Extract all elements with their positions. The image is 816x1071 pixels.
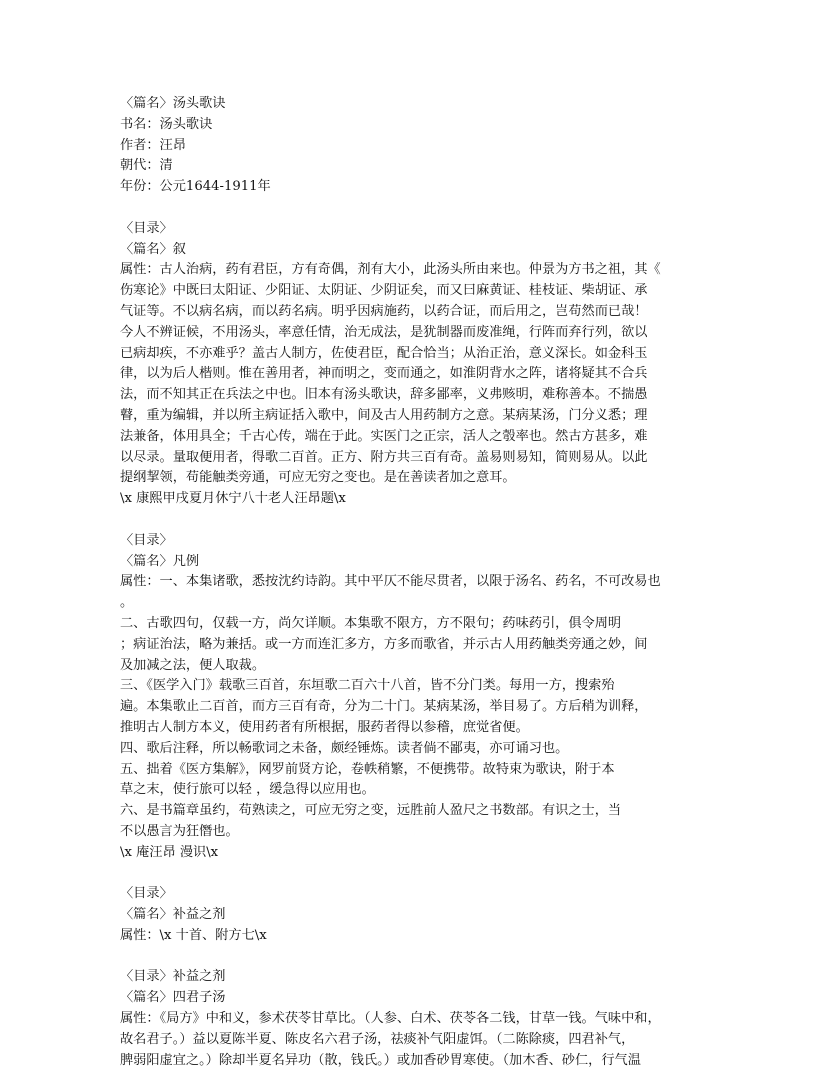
text-line: 〈篇名〉四君子汤	[120, 990, 226, 1006]
text-line: 及加减之法，便人取裁。	[120, 657, 266, 673]
text-line: 律，以为后人楷则。惟在善用者，神而明之，变而通之，如淮阴背水之阵，诸将疑其不合兵	[120, 366, 648, 382]
text-line: 伤寒论》中既曰太阳证、少阳证、太阴证、少阴证矣，而又曰麻黄证、桂枝证、柴胡证、承	[120, 283, 648, 299]
text-line: 故名君子。）益以夏陈半夏、陈皮名六君子汤，祛痰补气阳虚饵。（二陈除痰，四君补气，	[120, 1031, 635, 1047]
blank-line	[120, 863, 700, 884]
blank-line	[120, 198, 700, 219]
text-line: 已病却疾，不亦难乎？盖古人制方，佐使君臣，配合恰当；从治正治，意义深长。如金科玉	[120, 345, 648, 361]
text-line: 属性：\x 十首、附方七\x	[120, 927, 267, 943]
text-line: 四、歌后注释，所以畅歌词之未备，颇经锤炼。读者倘不鄙夷，亦可诵习也。	[120, 740, 569, 756]
text-line: 朝代：清	[120, 158, 173, 174]
text-line: 瞽，重为编辑，并以所主病证括入歌中，间及古人用药制方之意。某病某汤，门分义悉；理	[120, 407, 648, 423]
text-line: 法，而不知其正在兵法之中也。旧本有汤头歌诀，辞多鄙率，义弗赅明，难称善本。不揣愚	[120, 387, 648, 403]
text-line: 三、《医学入门》载歌三百首，东垣歌二百六十八首，皆不分门类。每用一方，搜索殆	[120, 678, 615, 694]
text-line: 〈篇名〉叙	[120, 241, 186, 257]
text-line: 作者：汪昂	[120, 137, 186, 153]
text-line: 遍。本集歌止二百首，而方三百有奇，分为二十门。某病某汤，举目易了。方后稍为训释，	[120, 699, 648, 715]
text-line: 属性：古人治病，药有君臣，方有奇偶，剂有大小，此汤头所由来也。仲景为方书之祖，其《	[120, 262, 661, 278]
text-line: \x 庵汪昂 漫识\x	[120, 844, 219, 860]
text-line: 书名：汤头歌诀	[120, 116, 213, 132]
text-line: 年份：公元1644-1911年	[120, 179, 271, 195]
text-line: 〈目录〉补益之剂	[120, 969, 226, 985]
text-line: 〈目录〉	[120, 886, 173, 902]
text-line: 提纲挈领，苟能触类旁通，可应无穷之变也。是在善读者加之意耳。	[120, 470, 516, 486]
text-line: 二、古歌四句，仅载一方，尚欠详顺。本集歌不限方，方不限句；药味药引，俱令周明	[120, 615, 622, 631]
text-line: 法兼备，体用具全；千古心传，端在于此。实医门之正宗，活人之彀率也。然古方甚多，难	[120, 428, 648, 444]
document-body	[120, 94, 700, 1071]
text-line: ；病证治法，略为兼括。或一方而连汇多方，方多而歌省，并示古人用药触类旁通之妙，间	[120, 636, 648, 652]
text-line: 草之末，使行旅可以轻 ，缓急得以应用也。	[120, 782, 375, 798]
text-line: 气证等。不以病名病，而以药名病。明乎因病施药，以药合证，而后用之，岂苟然而已哉！	[120, 303, 648, 319]
text-line: 五、拙着《医方集解》，网罗前贤方论，卷帙稍繁，不便携带。故特束为歌诀，附于本	[120, 761, 615, 777]
text-line: 〈目录〉	[120, 220, 173, 236]
text-line: 〈篇名〉凡例	[120, 553, 200, 569]
text-line: 今人不辨证候，不用汤头，率意任情，治无成法，是犹制器而废准绳，行阵而弃行列，欲以	[120, 324, 648, 340]
text-line: 以尽录。量取便用者，得歌二百首。正方、附方共三百有奇。盖易则易知，简则易从。以此	[120, 449, 648, 465]
blank-line	[120, 510, 700, 531]
text-line: 属性：《局方》中和义，参术茯苓甘草比。（人参、白术、茯苓各二钱，甘草一钱。气味中和，	[120, 1011, 661, 1027]
text-line: 不以愚言为狂僭也。	[120, 823, 239, 839]
text-line: \x 康熙甲戌夏月休宁八十老人汪昂题\x	[120, 491, 346, 507]
text-line: 推明古人制方本义，使用药者有所根据，服药者得以参稽，庶觉省便。	[120, 719, 529, 735]
blank-line	[120, 947, 700, 968]
text-line: 〈篇名〉汤头歌诀	[120, 96, 226, 111]
text-line: 脾弱阳虚宜之。）除却半夏名异功（散，钱氏。）或加香砂胃寒使。（加木香、砂仁，行气温	[120, 1052, 641, 1068]
text-line: 六、是书篇章虽约，苟熟读之，可应无穷之变，远胜前人盈尺之书数部。有识之士，当	[120, 803, 622, 819]
text-line: 〈目录〉	[120, 532, 173, 548]
text-line: 。	[120, 595, 134, 611]
text-line: 〈篇名〉补益之剂	[120, 907, 226, 923]
text-line: 属性：一、本集诸歌，悉按沈约诗韵。其中平仄不能尽贯者，以限于汤名、药名，不可改易也	[120, 574, 661, 590]
